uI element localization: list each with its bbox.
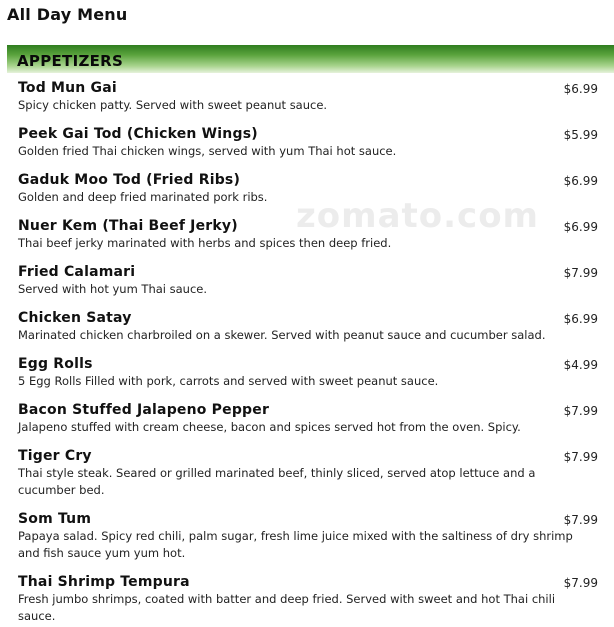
- item-name: Tiger Cry: [18, 448, 92, 464]
- menu-item: [18, 448, 598, 511]
- item-description: Jalapeno stuffed with cream cheese, bacon and spices served hot from the oven. Spicy.: [18, 420, 521, 434]
- item-name: Egg Rolls: [18, 356, 93, 372]
- item-description: Spicy chicken patty. Served with sweet peanut sauce.: [18, 98, 328, 112]
- item-name: Nuer Kem (Thai Beef Jerky): [18, 218, 238, 234]
- item-price: $7.99: [563, 266, 598, 280]
- item-description: Marinated chicken charbroiled on a skewer. Served with peanut sauce and cucumber salad.: [18, 328, 546, 342]
- item-price: $7.99: [563, 404, 598, 418]
- item-description: Thai style steak. Seared or grilled marinated beef, thinly sliced, served atop lettuce and a cucumber bed.: [18, 466, 536, 497]
- watermark: zomato.com: [296, 196, 539, 236]
- item-description: Thai beef jerky marinated with herbs and spices then deep fried.: [18, 236, 392, 250]
- menu-item: [18, 574, 598, 625]
- section-title: APPETIZERS: [17, 52, 124, 70]
- item-description: Fresh jumbo shrimps, coated with batter and deep fried. Served with sweet and hot Thai chili sauce.: [18, 592, 556, 623]
- item-price: $7.99: [563, 450, 598, 464]
- menu-item: [18, 310, 598, 356]
- section-header: [7, 45, 614, 73]
- item-price: $7.99: [563, 513, 598, 527]
- item-price: $5.99: [563, 128, 598, 142]
- menu-item: [18, 80, 598, 126]
- menu-item: [18, 402, 598, 448]
- item-name: Fried Calamari: [18, 264, 136, 280]
- item-description: Golden fried Thai chicken wings, served with yum Thai hot sauce.: [18, 144, 397, 158]
- item-name: Chicken Satay: [18, 310, 132, 326]
- menu-item: [18, 218, 598, 264]
- item-name: Peek Gai Tod (Chicken Wings): [18, 126, 258, 142]
- menu-item: [18, 356, 598, 402]
- item-price: $7.99: [563, 576, 598, 590]
- item-price: $4.99: [563, 358, 598, 372]
- menu-item: [18, 511, 598, 574]
- item-name: Som Tum: [18, 511, 92, 527]
- item-name: Gaduk Moo Tod (Fried Ribs): [18, 172, 241, 188]
- item-name: Tod Mun Gai: [18, 80, 117, 96]
- menu-item: [18, 264, 598, 310]
- menu-list: [18, 80, 598, 625]
- item-description: Golden and deep fried marinated pork ribs.: [18, 190, 268, 204]
- item-description: Papaya salad. Spicy red chili, palm sugar, fresh lime juice mixed with the saltiness of dry shrimp and fish sauce yum yum hot.: [18, 529, 573, 560]
- item-price: $6.99: [563, 82, 598, 96]
- item-price: $6.99: [563, 220, 598, 234]
- item-description: Served with hot yum Thai sauce.: [18, 282, 208, 296]
- item-description: 5 Egg Rolls Filled with pork, carrots and served with sweet peanut sauce.: [18, 374, 439, 388]
- item-name: Bacon Stuffed Jalapeno Pepper: [18, 402, 270, 418]
- menu-item: [18, 126, 598, 172]
- menu-item: [18, 172, 598, 218]
- item-name: Thai Shrimp Tempura: [18, 574, 190, 590]
- item-price: $6.99: [563, 174, 598, 188]
- item-price: $6.99: [563, 312, 598, 326]
- page-title: All Day Menu: [7, 5, 128, 24]
